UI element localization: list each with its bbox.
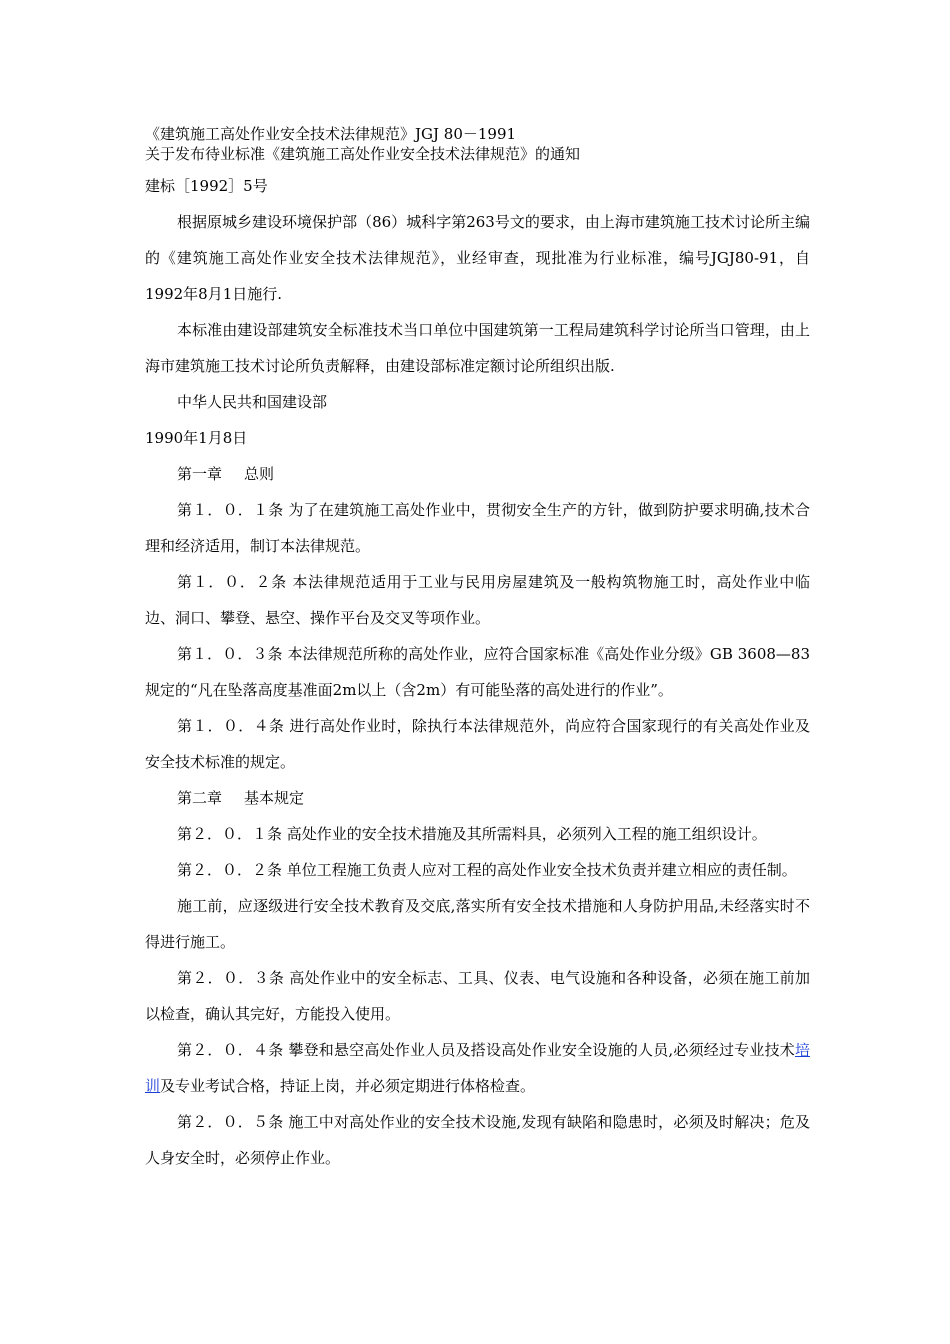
chapter-2-heading — [145, 780, 810, 816]
article-1-0-1: 第１．０．１条 为了在建筑施工高处作业中，贯彻安全生产的方针，做到防护要求明确,技术合理和经济适用，制订本法律规范。 — [145, 501, 810, 555]
chapter-2-number: 第二章 — [177, 789, 223, 807]
document-page — [145, 124, 810, 1176]
chapter-2-name: 基本规定 — [244, 789, 305, 807]
notice-title: 关于发布待业标准《建筑施工高处作业安全技术法律规范》的通知 — [145, 145, 581, 163]
training-link[interactable]: 培训 — [145, 1041, 810, 1095]
paragraph-management: 本标准由建设部建筑安全标准技术当口单位中国建筑第一工程局建筑科学讨论所当口管理，由上海市建筑施工技术讨论所负责解释，由建设部标准定额讨论所组织出版. — [145, 321, 810, 375]
article-1-0-4: 第１．０．４条 进行高处作业时，除执行本法律规范外，尚应符合国家现行的有关高处作业及安全技术标准的规定。 — [145, 717, 810, 771]
article-1-0-2: 第１．０．２条 本法律规范适用于工业与民用房屋建筑及一般构筑物施工时，高处作业中临边、洞口、攀登、悬空、操作平台及交叉等项作业。 — [145, 573, 810, 627]
document-number: 建标［1992］5号 — [145, 177, 268, 195]
chapter-1-number: 第一章 — [177, 465, 223, 483]
issuer: 中华人民共和国建设部 — [177, 393, 328, 411]
article-2-0-3: 第２．０．３条 高处作业中的安全标志、工具、仪表、电气设施和各种设备，必须在施工前加以检查，确认其完好，方能投入使用。 — [145, 969, 810, 1023]
issue-date: 1990年1月8日 — [145, 429, 248, 447]
article-2-0-2-continued: 施工前，应逐级进行安全技术教育及交底,落实所有安全技术措施和人身防护用品,未经落实时不得进行施工。 — [145, 897, 810, 951]
article-2-0-5: 第２．０．５条 施工中对高处作业的安全技术设施,发现有缺陷和隐患时，必须及时解决；危及人身安全时，必须停止作业。 — [145, 1113, 810, 1167]
article-1-0-3: 第１．０．３条 本法律规范所称的高处作业，应符合国家标准《高处作业分级》GB 3608—83规定的“凡在坠落高度基准面2m以上（含2m）有可能坠落的高处进行的作业”。 — [145, 645, 810, 699]
article-2-0-4 — [145, 1032, 810, 1104]
article-2-0-4-text-end: 及专业考试合格，持证上岗，并必须定期进行体格检查。 — [160, 1077, 536, 1095]
paragraph-approval: 根据原城乡建设环境保护部（86）城科字第263号文的要求，由上海市建筑施工技术讨论所主编的《建筑施工高处作业安全技术法律规范》，业经审查，现批准为行业标准，编号JGJ80-91，自1992年8月1日施行. — [145, 213, 810, 303]
article-2-0-1: 第２．０．１条 高处作业的安全技术措施及其所需料具，必须列入工程的施工组织设计。 — [177, 825, 767, 843]
article-2-0-4-text-start: 第２．０．４条 攀登和悬空高处作业人员及搭设高处作业安全设施的人员,必须经过专业技术 — [177, 1041, 795, 1059]
chapter-1-heading — [145, 456, 810, 492]
chapter-1-name: 总则 — [244, 465, 275, 483]
document-title: 《建筑施工高处作业安全技术法律规范》JGJ 80－1991 — [145, 125, 517, 143]
article-2-0-2: 第２．０．２条 单位工程施工负责人应对工程的高处作业安全技术负责并建立相应的责任制。 — [177, 861, 797, 879]
